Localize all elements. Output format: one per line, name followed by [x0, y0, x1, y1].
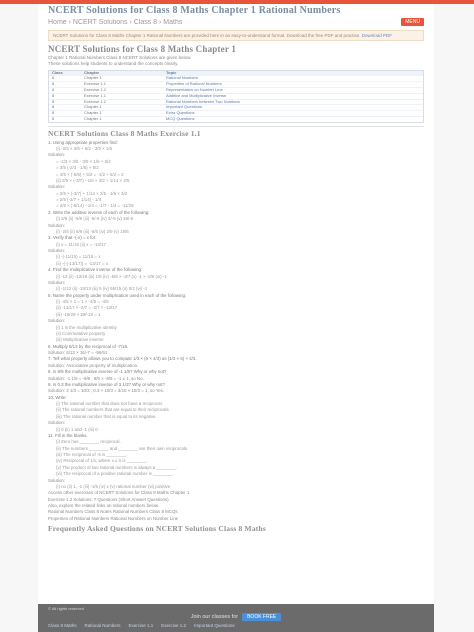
table-cell: 8	[52, 75, 55, 81]
content-line: Exercise 1.2 Solutions: 7 Questions (Short Answer Questions)	[48, 496, 169, 502]
content-line: = 2/5 (-3/7 + 1/14) - 1/4	[56, 197, 102, 203]
table-cell: 8	[52, 104, 55, 110]
table-link-cell[interactable]: Properties of Rational Numbers	[166, 81, 222, 87]
footer-links	[48, 623, 424, 628]
content-line: (ii) Commutative property	[56, 330, 106, 336]
table-cell: Exercise 1.2	[84, 98, 107, 104]
content-line: Solution: 3 1/3 = 10/3 ; 0.3 × 10/3 = 3/10 × 10/3 = 1, so Yes.	[48, 388, 165, 394]
content-line: (iv) Reciprocal of 1/x, where x ≠ 0 is ________.	[56, 458, 148, 464]
content-line: = 2/5 × (-3/7) + 1/14 × 2/5 - 1/6 × 3/2	[56, 190, 128, 196]
menu-button[interactable]: MENU	[401, 18, 424, 26]
content-line: (i) -13 (ii) -13/19 (iii) 1/5 (iv) -5/8 × -3/7 (v) -1 × -2/5 (vi) -1	[56, 273, 167, 279]
table-cell: Exercise 1.1	[84, 92, 107, 98]
content-line: (iii) -19/29 × 29/-19 = 1	[56, 311, 101, 317]
content-line: = 2/5 × (-5/14) - 1/4 = -1/7 - 1/4 = -11/28	[56, 203, 134, 209]
site-title[interactable]: NCERT Solutions for Class 8 Maths Chapter 1 Rational Numbers	[48, 6, 341, 16]
footer-link[interactable]: Important Questions	[194, 623, 235, 628]
content-line: = 3/5 (-2/3 - 1/6) + 5/2	[56, 165, 99, 171]
table-cell: Exercise 1.2	[84, 87, 107, 93]
table-cell: Exercise 1.1	[84, 81, 107, 87]
content-line: (iii) Multiplicative inverse	[56, 337, 104, 343]
content-line: Solution:	[48, 152, 66, 158]
table-link-cell[interactable]: Extra Questions	[166, 110, 195, 116]
content-line: (ii) -(-(-13/17)) = -13/17 = x	[56, 260, 108, 266]
content-line: (i) 0 (ii) 1 and -1 (iii) 0	[56, 426, 98, 432]
breadcrumb	[48, 18, 424, 27]
content-line: Rational Numbers Class 8 Notes Rational Numbers Class 8 MCQs	[48, 509, 178, 515]
table-link-cell[interactable]: Representation on Number Line	[166, 87, 223, 93]
content-line: Solution:	[48, 184, 66, 190]
content-line: (iii) The rational number that is equal to its negative.	[56, 413, 157, 419]
table-link-cell[interactable]: MCQ Questions	[166, 116, 195, 122]
footer-link[interactable]: Rational Numbers	[84, 623, 121, 628]
footer-cta-bar	[48, 613, 424, 621]
content-line: 6. Multiply 6/13 by the reciprocal of -7/16.	[48, 343, 129, 349]
content-line: 1. Using appropriate properties find:	[48, 139, 118, 145]
content-line: Solution:	[48, 318, 66, 324]
content-line: (i) Zero has ________ reciprocal.	[56, 439, 121, 445]
table-header-cell: Chapter	[84, 69, 100, 75]
divider	[48, 126, 424, 127]
content-line: (i) -2/3 × 3/5 + 5/2 - 3/5 × 1/6	[56, 146, 113, 152]
content-line: (i) no (ii) 1, -1 (iii) -1/5 (iv) x (v) rational number (vi) positive	[56, 483, 171, 489]
content-line: (vi) The reciprocal of a positive rational number is ________.	[56, 471, 174, 477]
table-link-cell[interactable]: Rational Numbers	[166, 75, 199, 81]
content-line: (i) -(-11/15) = 11/15 = x	[56, 254, 101, 260]
content-line: (iii) The reciprocal of -5 is ________.	[56, 452, 128, 458]
footer-prompt: Join our classes for	[190, 614, 239, 620]
content-line: 8. Is 8/9 the multiplicative inverse of -1 1/8? Why or why not?	[48, 369, 167, 375]
content-line: (ii) 2/5 × (-3/7) - 1/6 × 3/2 + 1/14 × 2/5	[56, 177, 130, 183]
content-line: Solution:	[48, 477, 66, 483]
table-cell: 8	[52, 116, 55, 122]
intro-line: Chapter 1 Rational Numbers Class 8 NCERT Solutions are given below.	[48, 54, 192, 60]
content-line: 10. Write:	[48, 394, 67, 400]
footer-link[interactable]: Exercise 1.1	[128, 623, 154, 628]
content-line: Solution:	[48, 279, 66, 285]
notice-link[interactable]: Download PDF	[361, 32, 393, 38]
content-line: (i) -2/8 (ii) 5/9 (iii) -6/5 (iv) 2/9 (v) 19/6	[56, 228, 129, 234]
table-cell: Chapter 1	[84, 110, 102, 116]
table-link-cell[interactable]: Important Questions	[166, 104, 203, 110]
table-cell: 8	[52, 92, 55, 98]
content-line: (ii) The numbers ________ and ________ are their own reciprocals.	[56, 445, 189, 451]
table-header-cell: Topic	[166, 69, 177, 75]
content-line: (i) The rational number that does not have a reciprocal.	[56, 401, 163, 407]
content-line: Properties of Rational Numbers Rational Numbers on Number Line	[48, 515, 179, 521]
content-line: Also, explore the related links on rational numbers below.	[48, 503, 160, 509]
content-line: 7. Tell what property allows you to compute 1/3 × (6 × 4/3) as (1/3 × 6) × 4/3.	[48, 356, 197, 362]
content-line: 11. Fill in the blanks.	[48, 432, 88, 438]
content-line: 3. Verify that -(-x) = x for:	[48, 235, 97, 241]
table-body	[49, 76, 423, 121]
footer-small-text: © All rights reserved	[48, 606, 84, 611]
content-line: = 3/5 × (-5/6) + 5/2 = -1/2 + 5/2 = 2	[56, 171, 124, 177]
table-cell: 8	[52, 81, 55, 87]
table-cell: 8	[52, 87, 55, 93]
table-row	[49, 117, 423, 122]
solution-content	[48, 140, 424, 523]
table-header-cell: Class	[52, 69, 63, 75]
table-cell: 8	[52, 98, 55, 104]
content-line: (i) x = 11/15 (ii) x = -13/17	[56, 241, 106, 247]
content-line: Solution:	[48, 222, 66, 228]
content-line: Solution: Associative property of multiplication.	[48, 362, 139, 368]
table-cell: 8	[52, 110, 55, 116]
content-line: = -2/3 × 3/5 - 3/5 × 1/6 + 5/2	[56, 158, 111, 164]
chapter-table	[48, 70, 424, 123]
content-line: 9. Is 0.3 the multiplicative inverse of 3 1/3? Why or why not?	[48, 381, 165, 387]
article-page	[38, 4, 434, 604]
content-line: 4. Find the multiplicative inverse of the following:	[48, 267, 143, 273]
content-line: Solution: 6/13 × 16/-7 = -96/91	[48, 350, 108, 356]
footer-link[interactable]: Class 8 Maths	[48, 623, 77, 628]
intro-line: These solutions help students to understand the concepts clearly.	[48, 60, 179, 66]
table-cell: Chapter 1	[84, 116, 102, 122]
content-line: Access other exercises of NCERT Solutions for Class 8 Maths Chapter 1	[48, 490, 190, 496]
content-line: (ii) -13/17 × -2/7 = -2/7 × -13/17	[56, 305, 118, 311]
exercise-title: NCERT Solutions Class 8 Maths Exercise 1.1	[48, 129, 201, 138]
content-line: 2. Write the additive inverse of each of the following:	[48, 209, 150, 215]
table-link-cell[interactable]: Additive and Multiplicative Inverse	[166, 92, 227, 98]
footer-link[interactable]: Exercise 1.2	[161, 623, 187, 628]
table-cell: Chapter 1	[84, 104, 102, 110]
content-line: (i) -1/13 (ii) -19/13 (iii) 5 (iv) 56/15 (v) 5/2 (vi) -1	[56, 286, 148, 292]
content-line: (v) The product of two rational numbers is always a ________.	[56, 464, 178, 470]
content-line: (i) 2/8 (ii) -5/9 (iii) -6/-5 (iv) 2/-9 (v) 19/-6	[56, 216, 134, 222]
content-line: (i) -4/5 × 1 = 1 × -4/5 = -4/5	[56, 299, 109, 305]
table-link-cell[interactable]: Rational Numbers between Two Numbers	[166, 98, 240, 104]
content-line: (ii) The rational numbers that are equal to their reciprocals.	[56, 407, 170, 413]
content-line: (i) 1 is the multiplicative identity	[56, 324, 117, 330]
sticky-footer	[38, 604, 434, 632]
content-line: Solution:	[48, 420, 66, 426]
content-line: Solution: -1 1/8 = -9/8 ; 8/9 × -9/8 = -1 ≠ 1, so No.	[48, 375, 144, 381]
book-free-button[interactable]: BOOK FREE	[242, 613, 281, 621]
content-line: 5. Name the property under multiplication used in each of the following:	[48, 292, 187, 298]
notice-box	[48, 30, 424, 42]
faq-title: Frequently Asked Questions on NCERT Solutions Class 8 Maths	[48, 525, 266, 534]
content-line: Solution:	[48, 248, 66, 254]
breadcrumb-text[interactable]: Home › NCERT Solutions › Class 8 › Maths	[48, 18, 183, 26]
notice-text: NCERT Solutions for Class 8 Maths Chapter 1 Rational Numbers are provided here in an easy-to-understand format. Download the free PDF and practise.	[53, 32, 361, 38]
table-cell: Chapter 1	[84, 75, 102, 81]
page-title: NCERT Solutions for Class 8 Maths Chapter 1	[48, 45, 237, 55]
